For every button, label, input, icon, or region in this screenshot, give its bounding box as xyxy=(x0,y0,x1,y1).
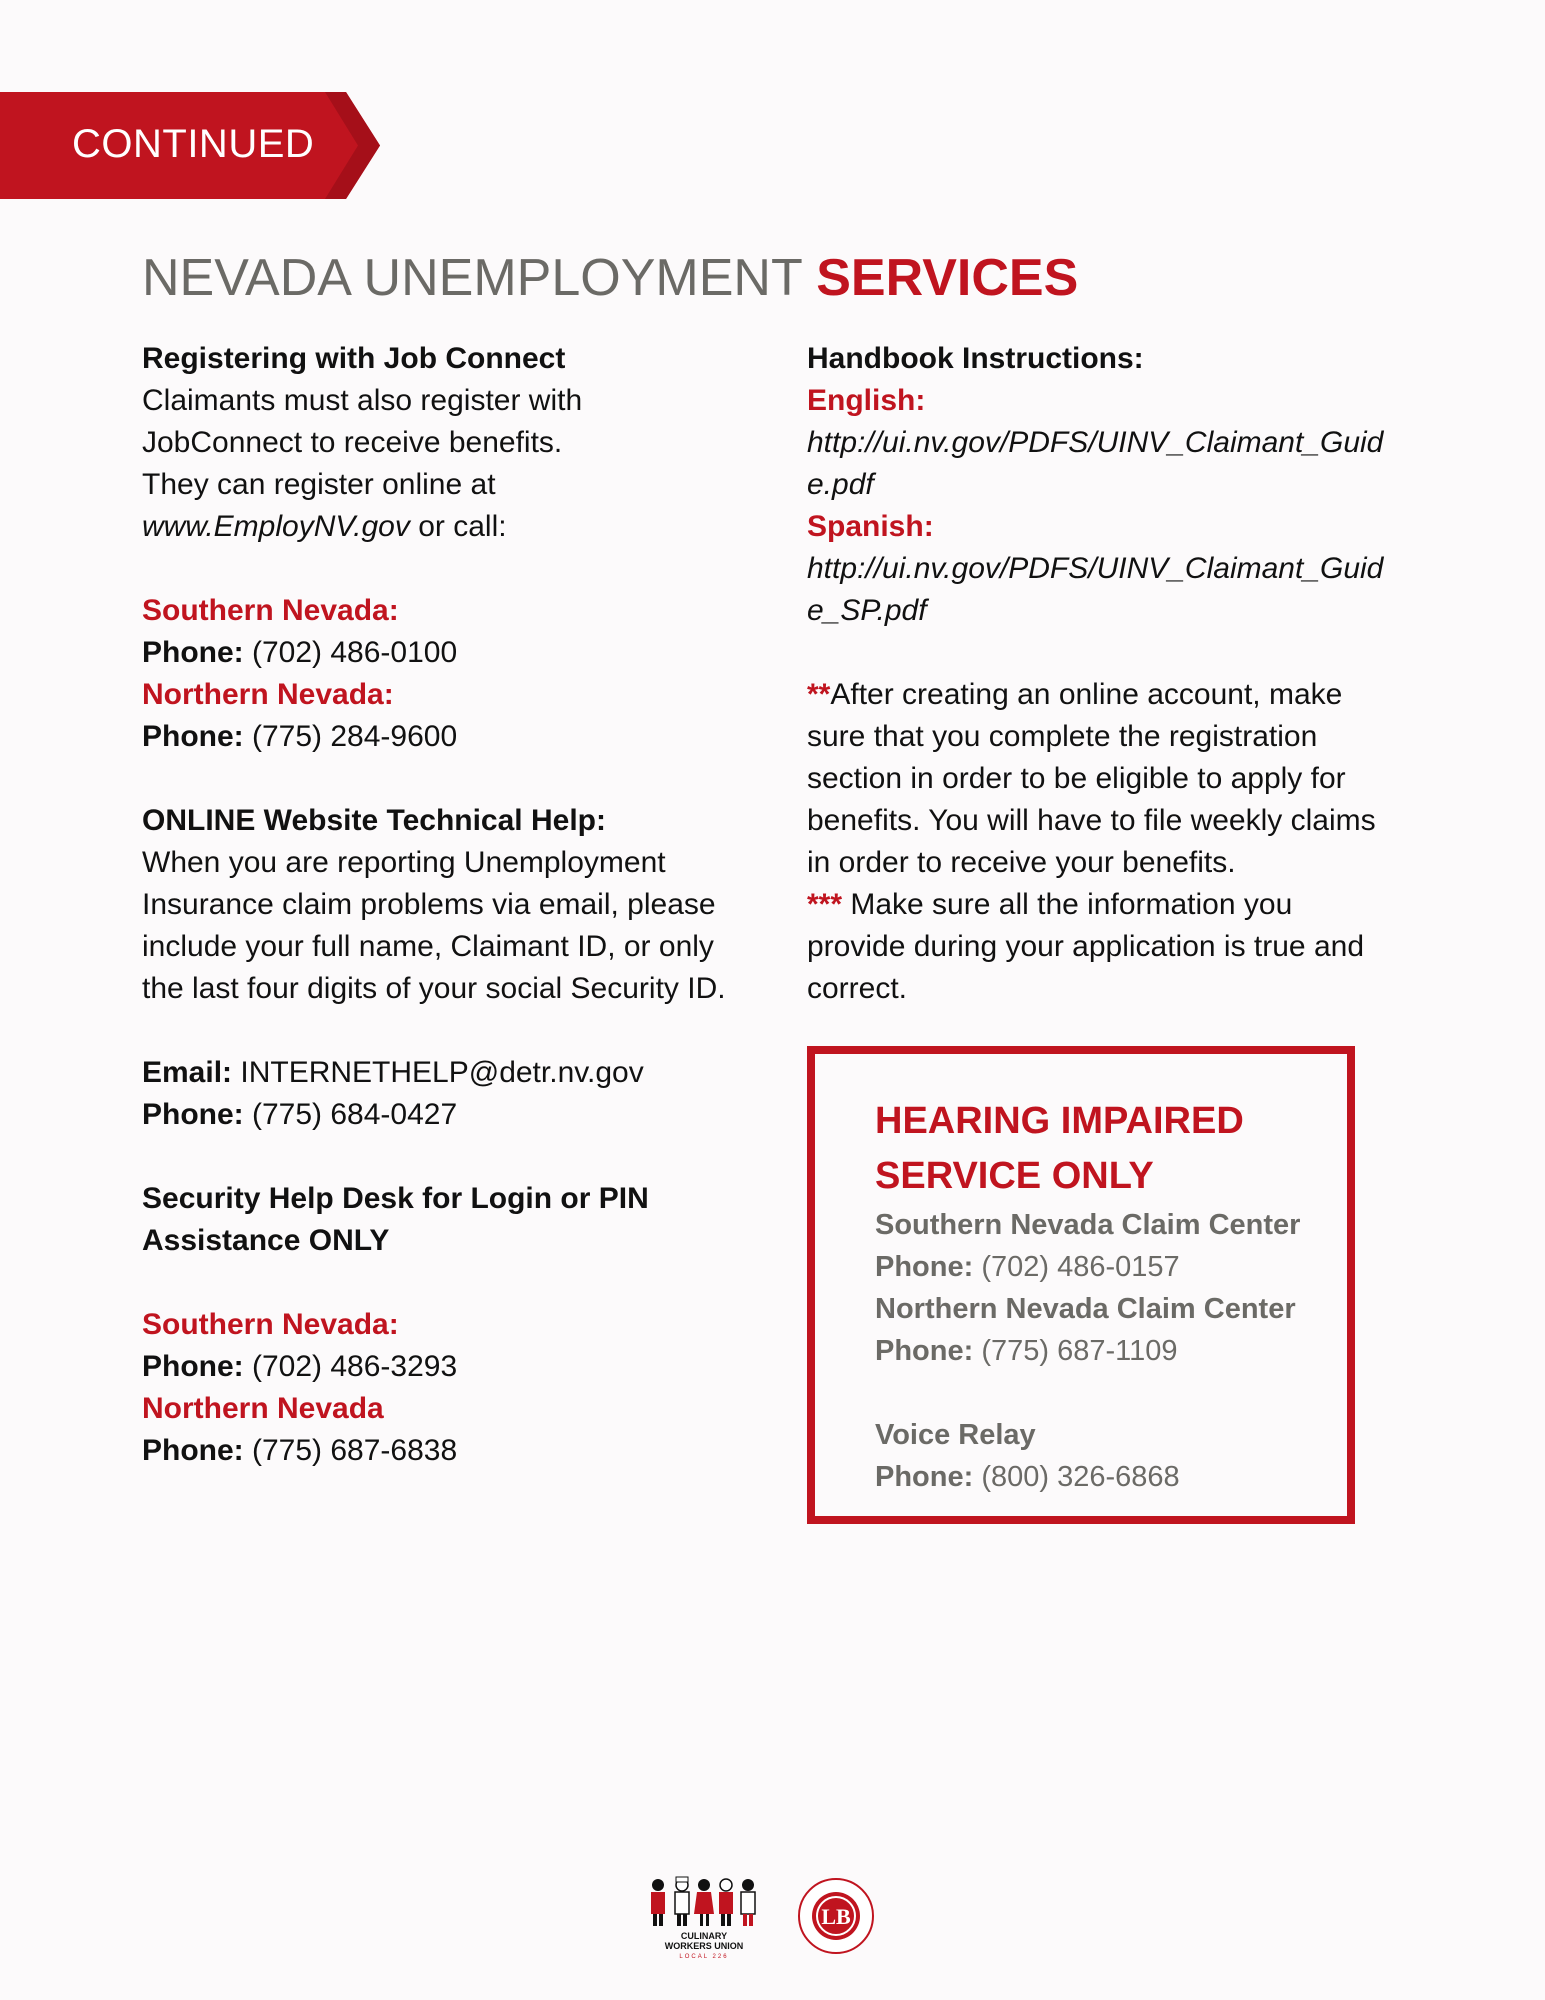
note-1-text: After creating an online account, make sure that you complete the registration section in order to be eligible to apply for benefits. You will have to file weekly claims in order to receive your benefits. xyxy=(807,678,1376,879)
hearing-title-1: HEARING IMPAIRED xyxy=(875,1100,1244,1142)
hearing-title-2: SERVICE ONLY xyxy=(875,1155,1154,1197)
phone-label: Phone: xyxy=(875,1335,974,1367)
online-help-heading: ONLINE Website Technical Help: xyxy=(142,804,606,837)
north-claim-center: Northern Nevada Claim Center xyxy=(875,1293,1296,1325)
spanish-url-line-2[interactable]: e_SP.pdf xyxy=(807,594,927,627)
phone-number: (775) 687-1109 xyxy=(973,1335,1178,1367)
security-heading-1: Security Help Desk for Login or PIN xyxy=(142,1182,649,1215)
handbook-heading: Handbook Instructions: xyxy=(807,342,1144,375)
culinary-union-logo xyxy=(638,1876,888,1964)
jobconnect-text-3: They can register online at xyxy=(142,468,496,501)
english-url-line-1[interactable]: http://ui.nv.gov/PDFS/UINV_Claimant_Guid xyxy=(807,426,1384,459)
bartenders-union-seal-icon xyxy=(799,1879,873,1953)
south-claim-center: Southern Nevada Claim Center xyxy=(875,1209,1301,1241)
phone-label: Phone: xyxy=(875,1251,974,1283)
footer-logos xyxy=(638,1876,888,1964)
banner-label: CONTINUED xyxy=(72,122,315,166)
security-southern-label: Southern Nevada: xyxy=(142,1308,399,1341)
english-url-line-2[interactable]: e.pdf xyxy=(807,468,874,501)
phone-number: (800) 326-6868 xyxy=(973,1461,1180,1493)
note-2-mark: *** xyxy=(807,888,843,921)
phone-label: Phone: xyxy=(142,1098,244,1131)
page-title xyxy=(142,248,1078,308)
online-help-email xyxy=(142,1052,762,1094)
note-2 xyxy=(807,884,1397,1010)
hearing-impaired-box xyxy=(807,1046,1355,1524)
jobconnect-text-4-rest: or call: xyxy=(409,510,507,543)
email-label: Email: xyxy=(142,1056,233,1089)
security-southern-phone xyxy=(142,1346,762,1388)
note-1-mark: ** xyxy=(807,678,831,711)
spanish-label: Spanish: xyxy=(807,510,934,543)
spanish-url-line-1[interactable]: http://ui.nv.gov/PDFS/UINV_Claimant_Guid xyxy=(807,552,1384,585)
jobconnect-text-1: Claimants must also register with xyxy=(142,384,583,417)
phone-label: Phone: xyxy=(875,1461,974,1493)
union-name-2: WORKERS UNION xyxy=(664,1941,744,1951)
left-column xyxy=(142,338,762,1472)
voice-relay-phone xyxy=(875,1456,1327,1498)
email-address[interactable]: INTERNETHELP@detr.nv.gov xyxy=(232,1056,644,1089)
jobconnect-text-4 xyxy=(142,506,762,548)
seal-letters: LB xyxy=(821,1904,851,1929)
phone-number: (702) 486-0100 xyxy=(243,636,458,669)
north-claim-phone xyxy=(875,1330,1327,1372)
phone-label: Phone: xyxy=(142,636,244,669)
english-label: English: xyxy=(807,384,926,417)
jobconnect-text-2: JobConnect to receive benefits. xyxy=(142,426,563,459)
security-northern-phone xyxy=(142,1430,762,1472)
continued-banner xyxy=(0,92,380,199)
union-local: LOCAL 226 xyxy=(679,1954,729,1960)
security-heading-2: Assistance ONLY xyxy=(142,1224,390,1257)
union-name-1: CULINARY xyxy=(680,1931,728,1941)
phone-number: (702) 486-3293 xyxy=(243,1350,458,1383)
title-part-1: NEVADA UNEMPLOYMENT xyxy=(142,249,817,307)
southern-nevada-phone xyxy=(142,632,762,674)
online-help-phone xyxy=(142,1094,762,1136)
note-2-text: Make sure all the information you provide during your application is true and correct. xyxy=(807,888,1365,1005)
phone-number: (775) 284-9600 xyxy=(243,720,458,753)
worker-figures-icon xyxy=(651,1877,755,1926)
phone-number: (775) 687-6838 xyxy=(243,1434,458,1467)
phone-number: (702) 486-0157 xyxy=(973,1251,1180,1283)
jobconnect-heading: Registering with Job Connect xyxy=(142,342,566,375)
northern-nevada-phone xyxy=(142,716,762,758)
voice-relay-label: Voice Relay xyxy=(875,1419,1036,1451)
phone-label: Phone: xyxy=(142,720,244,753)
northern-nevada-label: Northern Nevada: xyxy=(142,678,394,711)
south-claim-phone xyxy=(875,1246,1327,1288)
phone-number: (775) 684-0427 xyxy=(243,1098,458,1131)
online-help-body: When you are reporting Unemployment Insurance claim problems via email, please include your full name, Claimant ID, or only the last four digits of your social Security ID. xyxy=(142,846,726,1005)
phone-label: Phone: xyxy=(142,1434,244,1467)
phone-label: Phone: xyxy=(142,1350,244,1383)
note-1 xyxy=(807,674,1397,884)
employnv-link[interactable]: www.EmployNV.gov xyxy=(142,510,410,543)
southern-nevada-label: Southern Nevada: xyxy=(142,594,399,627)
right-column xyxy=(807,338,1407,1010)
title-part-2: SERVICES xyxy=(816,249,1079,307)
security-northern-label: Northern Nevada xyxy=(142,1392,384,1425)
